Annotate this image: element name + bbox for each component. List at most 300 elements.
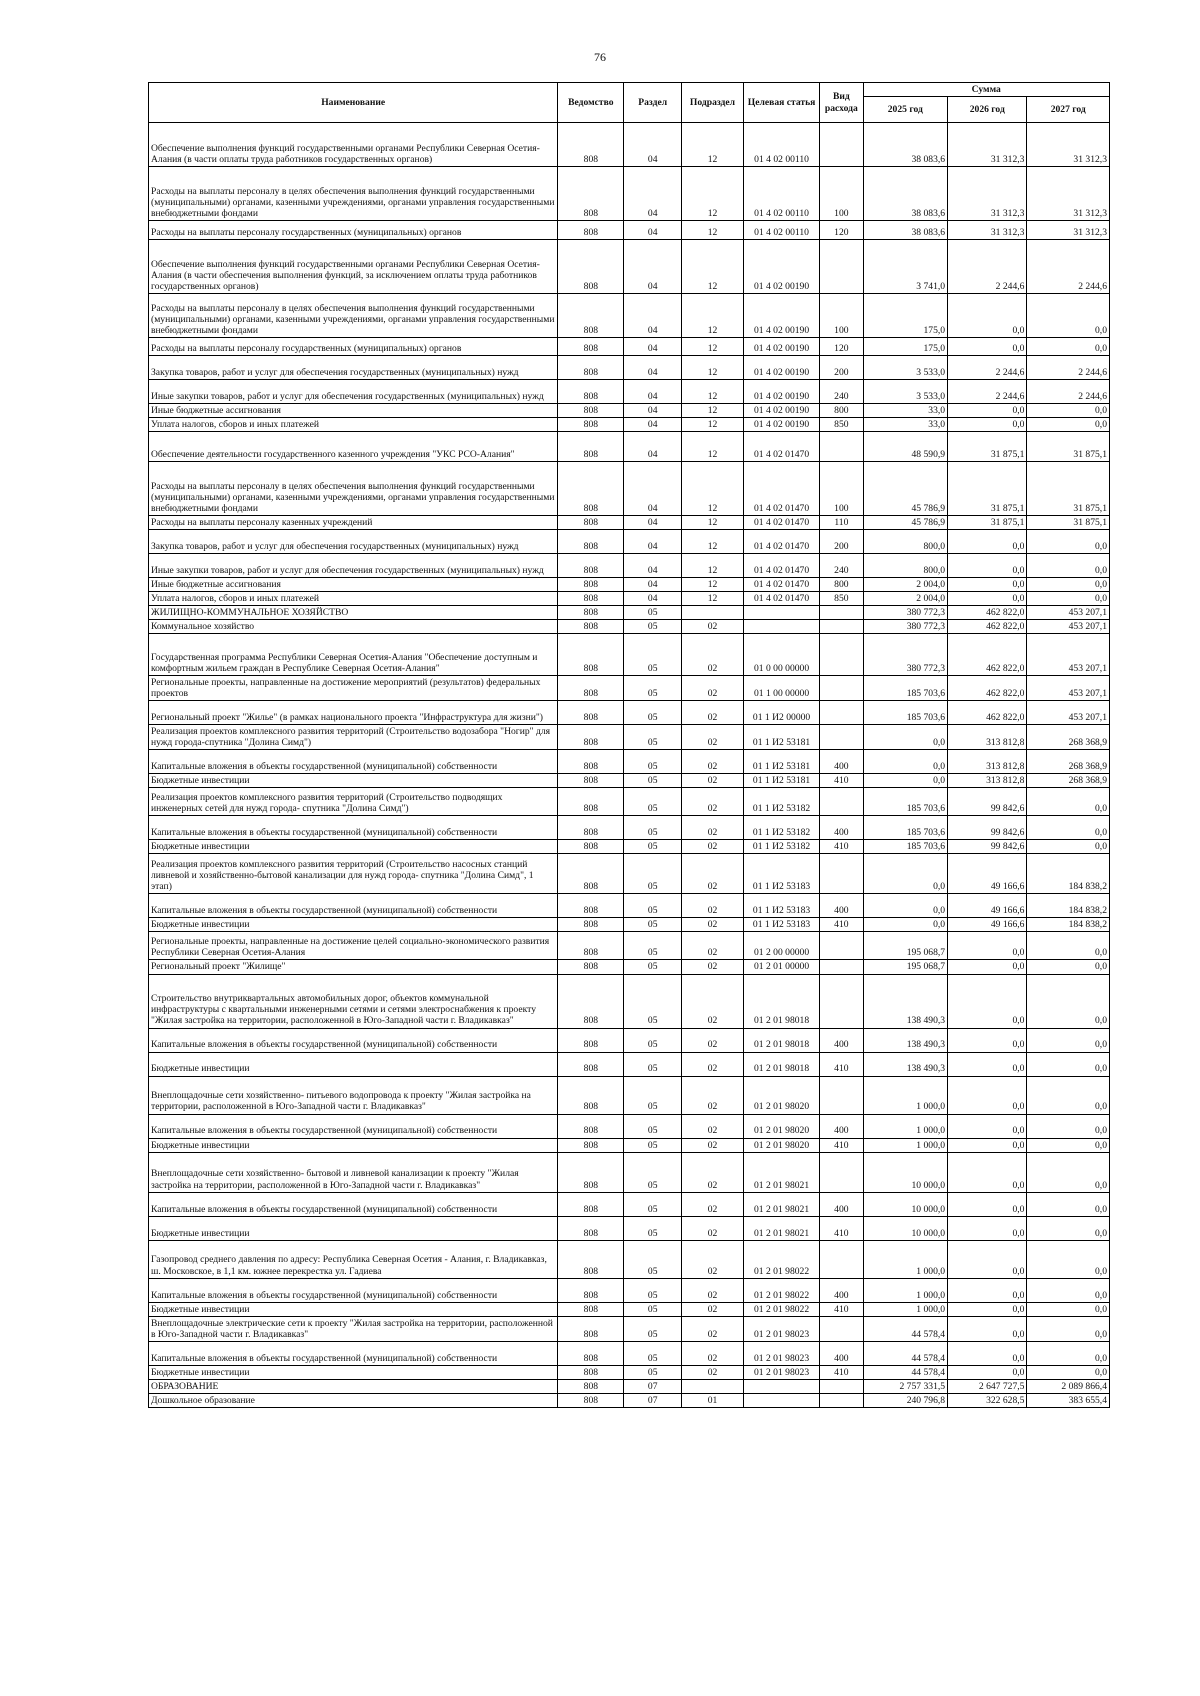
row-ministry: 808 [558, 840, 624, 854]
row-ministry: 808 [558, 356, 624, 380]
row-sum-2027: 453 207,1 [1027, 620, 1110, 634]
row-sum-2025: 10 000,0 [863, 1216, 948, 1240]
row-sum-2026: 31 312,3 [948, 167, 1027, 221]
row-target-article: 01 2 01 98023 [743, 1365, 819, 1379]
row-expense-type: 400 [820, 750, 863, 774]
row-sum-2027: 0,0 [1027, 578, 1110, 592]
row-target-article: 01 2 00 00000 [743, 932, 819, 960]
row-sum-2027: 268 368,9 [1027, 774, 1110, 788]
row-section: 05 [624, 1341, 682, 1365]
table-row [149, 554, 1110, 578]
row-sum-2027: 0,0 [1027, 1192, 1110, 1216]
row-subsection: 12 [682, 123, 744, 167]
row-sum-2027: 184 838,2 [1027, 854, 1110, 894]
row-sum-2027: 31 875,1 [1027, 516, 1110, 530]
table-row [149, 1114, 1110, 1138]
table-row [149, 418, 1110, 432]
row-subsection: 12 [682, 432, 744, 462]
table-row [149, 221, 1110, 240]
row-subsection: 12 [682, 462, 744, 516]
row-name: Региональные проекты, направленные на достижение целей социально-экономического развития Республики Северная Осетия-Алания [149, 932, 558, 960]
budget-table [148, 82, 1110, 1408]
row-ministry: 808 [558, 338, 624, 356]
row-section: 04 [624, 294, 682, 338]
row-subsection: 02 [682, 1052, 744, 1076]
row-subsection [682, 1379, 744, 1393]
row-target-article: 01 2 01 98018 [743, 1028, 819, 1052]
table-row [149, 894, 1110, 918]
row-section: 04 [624, 592, 682, 606]
row-ministry: 808 [558, 725, 624, 750]
row-target-article [743, 1393, 819, 1407]
row-expense-type [820, 788, 863, 816]
row-name: Бюджетные инвестиции [149, 918, 558, 932]
row-subsection: 02 [682, 1302, 744, 1316]
table-row [149, 380, 1110, 404]
row-subsection: 02 [682, 974, 744, 1028]
row-sum-2025: 3 533,0 [863, 356, 948, 380]
row-sum-2027: 0,0 [1027, 1316, 1110, 1341]
row-sum-2027: 2 089 866,4 [1027, 1379, 1110, 1393]
table-row [149, 530, 1110, 554]
row-sum-2025: 185 703,6 [863, 816, 948, 840]
row-sum-2025: 380 772,3 [863, 634, 948, 676]
row-ministry: 808 [558, 816, 624, 840]
row-sum-2026: 462 822,0 [948, 606, 1027, 620]
row-section: 05 [624, 1138, 682, 1152]
row-subsection: 02 [682, 840, 744, 854]
row-expense-type: 400 [820, 1114, 863, 1138]
header-year-2026: 2026 год [948, 97, 1027, 123]
row-section: 04 [624, 516, 682, 530]
row-expense-type [820, 1379, 863, 1393]
row-sum-2027: 268 368,9 [1027, 725, 1110, 750]
row-section: 05 [624, 701, 682, 725]
row-sum-2025: 1 000,0 [863, 1302, 948, 1316]
row-sum-2025: 44 578,4 [863, 1316, 948, 1341]
row-subsection: 12 [682, 221, 744, 240]
row-ministry: 808 [558, 1393, 624, 1407]
table-row [149, 918, 1110, 932]
table-row [149, 432, 1110, 462]
row-subsection: 02 [682, 620, 744, 634]
row-name: Бюджетные инвестиции [149, 774, 558, 788]
row-subsection: 02 [682, 1316, 744, 1341]
row-ministry: 808 [558, 750, 624, 774]
row-section: 05 [624, 634, 682, 676]
row-sum-2025: 138 490,3 [863, 1052, 948, 1076]
row-target-article: 01 2 01 98021 [743, 1192, 819, 1216]
row-name: Бюджетные инвестиции [149, 840, 558, 854]
row-subsection: 12 [682, 167, 744, 221]
row-expense-type: 850 [820, 418, 863, 432]
row-expense-type [820, 701, 863, 725]
row-expense-type [820, 725, 863, 750]
row-section: 04 [624, 356, 682, 380]
row-section: 05 [624, 894, 682, 918]
row-subsection: 02 [682, 1076, 744, 1114]
row-target-article: 01 4 02 00190 [743, 240, 819, 294]
row-sum-2027: 0,0 [1027, 1028, 1110, 1052]
row-sum-2026: 0,0 [948, 1052, 1027, 1076]
row-expense-type: 400 [820, 1278, 863, 1302]
row-sum-2025: 2 004,0 [863, 578, 948, 592]
row-ministry: 808 [558, 788, 624, 816]
row-sum-2025: 33,0 [863, 404, 948, 418]
row-expense-type [820, 960, 863, 974]
row-sum-2026: 0,0 [948, 554, 1027, 578]
row-sum-2027: 453 207,1 [1027, 676, 1110, 701]
row-expense-type: 800 [820, 404, 863, 418]
row-subsection: 12 [682, 404, 744, 418]
row-sum-2027: 0,0 [1027, 1216, 1110, 1240]
row-expense-type: 120 [820, 221, 863, 240]
row-section: 07 [624, 1393, 682, 1407]
row-subsection: 12 [682, 554, 744, 578]
row-sum-2025: 45 786,9 [863, 516, 948, 530]
row-sum-2027: 31 312,3 [1027, 167, 1110, 221]
row-section: 05 [624, 840, 682, 854]
row-expense-type [820, 676, 863, 701]
row-sum-2027: 0,0 [1027, 294, 1110, 338]
row-sum-2027: 0,0 [1027, 1240, 1110, 1278]
table-row [149, 1240, 1110, 1278]
row-expense-type: 410 [820, 918, 863, 932]
row-sum-2027: 0,0 [1027, 960, 1110, 974]
row-subsection: 12 [682, 338, 744, 356]
row-sum-2027: 31 875,1 [1027, 432, 1110, 462]
row-expense-type [820, 634, 863, 676]
row-sum-2026: 49 166,6 [948, 854, 1027, 894]
row-name: ОБРАЗОВАНИЕ [149, 1379, 558, 1393]
row-ministry: 808 [558, 592, 624, 606]
row-subsection: 02 [682, 1216, 744, 1240]
row-ministry: 808 [558, 1192, 624, 1216]
row-sum-2026: 0,0 [948, 1316, 1027, 1341]
row-name: Закупка товаров, работ и услуг для обеспечения государственных (муниципальных) нужд [149, 530, 558, 554]
row-name: Капитальные вложения в объекты государственной (муниципальной) собственности [149, 1278, 558, 1302]
row-name: Бюджетные инвестиции [149, 1302, 558, 1316]
row-subsection: 02 [682, 816, 744, 840]
row-sum-2027: 0,0 [1027, 1302, 1110, 1316]
row-sum-2025: 45 786,9 [863, 462, 948, 516]
table-row [149, 634, 1110, 676]
row-sum-2027: 383 655,4 [1027, 1393, 1110, 1407]
row-subsection: 02 [682, 774, 744, 788]
row-expense-type [820, 974, 863, 1028]
row-section: 07 [624, 1379, 682, 1393]
table-row [149, 816, 1110, 840]
row-ministry: 808 [558, 1138, 624, 1152]
row-section: 04 [624, 462, 682, 516]
table-row [149, 750, 1110, 774]
row-section: 04 [624, 578, 682, 592]
row-sum-2027: 31 875,1 [1027, 462, 1110, 516]
row-sum-2025: 2 757 331,5 [863, 1379, 948, 1393]
row-sum-2027: 0,0 [1027, 530, 1110, 554]
row-sum-2026: 462 822,0 [948, 634, 1027, 676]
table-row [149, 356, 1110, 380]
row-sum-2027: 453 207,1 [1027, 606, 1110, 620]
row-sum-2026: 0,0 [948, 578, 1027, 592]
row-sum-2027: 0,0 [1027, 788, 1110, 816]
row-section: 05 [624, 1302, 682, 1316]
row-sum-2025: 3 741,0 [863, 240, 948, 294]
row-sum-2025: 175,0 [863, 294, 948, 338]
row-name: Обеспечение выполнения функций государственными органами Республики Северная Осетия-Алания (в части обеспечения выполнения функций, за исключением оплаты труда работников государственных органов) [149, 240, 558, 294]
row-sum-2026: 99 842,6 [948, 788, 1027, 816]
row-name: Расходы на выплаты персоналу государственных (муниципальных) органов [149, 338, 558, 356]
row-target-article: 01 1 00 00000 [743, 676, 819, 701]
row-sum-2026: 0,0 [948, 338, 1027, 356]
row-name: Иные закупки товаров, работ и услуг для обеспечения государственных (муниципальных) нужд [149, 380, 558, 404]
row-target-article: 01 2 01 98020 [743, 1138, 819, 1152]
row-name: Коммунальное хозяйство [149, 620, 558, 634]
row-target-article: 01 2 01 98022 [743, 1278, 819, 1302]
row-target-article [743, 606, 819, 620]
row-subsection: 02 [682, 1114, 744, 1138]
row-subsection: 02 [682, 932, 744, 960]
table-row [149, 1052, 1110, 1076]
row-subsection: 02 [682, 725, 744, 750]
row-section: 04 [624, 123, 682, 167]
row-sum-2025: 800,0 [863, 554, 948, 578]
row-sum-2025: 185 703,6 [863, 676, 948, 701]
row-sum-2026: 99 842,6 [948, 816, 1027, 840]
row-sum-2027: 184 838,2 [1027, 918, 1110, 932]
header-name: Наименование [149, 83, 558, 123]
row-sum-2025: 138 490,3 [863, 974, 948, 1028]
row-expense-type: 410 [820, 774, 863, 788]
row-sum-2025: 0,0 [863, 750, 948, 774]
row-target-article: 01 4 02 00190 [743, 418, 819, 432]
row-sum-2027: 453 207,1 [1027, 634, 1110, 676]
row-name: Реализация проектов комплексного развития территорий (Строительство насосных станций ливневой и хозяйственно-бытовой канализации для нужд города- спутника "Долина Симд", 1 этап) [149, 854, 558, 894]
row-name: Капитальные вложения в объекты государственной (муниципальной) собственности [149, 750, 558, 774]
row-sum-2026: 31 312,3 [948, 221, 1027, 240]
row-sum-2025: 138 490,3 [863, 1028, 948, 1052]
row-name: Государственная программа Республики Северная Осетия-Алания "Обеспечение доступным и комфортным жильем граждан в Республике Северная Осетия-Алания" [149, 634, 558, 676]
row-ministry: 808 [558, 1216, 624, 1240]
row-sum-2025: 44 578,4 [863, 1365, 948, 1379]
row-ministry: 808 [558, 240, 624, 294]
row-sum-2026: 31 875,1 [948, 516, 1027, 530]
row-ministry: 808 [558, 1341, 624, 1365]
row-name: Газопровод среднего давления по адресу: Республика Северная Осетия - Алания, г. Владикавказ, ш. Московское, в 1,1 км. южнее перекрестка ул. Гадиева [149, 1240, 558, 1278]
row-expense-type: 400 [820, 1192, 863, 1216]
row-target-article: 01 1 И2 53181 [743, 725, 819, 750]
row-sum-2027: 2 244,6 [1027, 380, 1110, 404]
row-sum-2025: 44 578,4 [863, 1341, 948, 1365]
row-expense-type [820, 1393, 863, 1407]
row-sum-2025: 1 000,0 [863, 1278, 948, 1302]
row-subsection: 02 [682, 854, 744, 894]
row-target-article: 01 4 02 00110 [743, 221, 819, 240]
row-subsection: 12 [682, 356, 744, 380]
row-sum-2027: 31 312,3 [1027, 123, 1110, 167]
row-ministry: 808 [558, 578, 624, 592]
row-sum-2026: 0,0 [948, 404, 1027, 418]
row-sum-2025: 185 703,6 [863, 840, 948, 854]
row-subsection: 02 [682, 788, 744, 816]
row-name: Бюджетные инвестиции [149, 1365, 558, 1379]
row-section: 04 [624, 221, 682, 240]
row-sum-2026: 0,0 [948, 1192, 1027, 1216]
row-target-article: 01 4 02 01470 [743, 578, 819, 592]
row-sum-2027: 0,0 [1027, 1114, 1110, 1138]
table-row [149, 1365, 1110, 1379]
row-subsection: 02 [682, 894, 744, 918]
row-ministry: 808 [558, 554, 624, 578]
row-name: Региональные проекты, направленные на достижение мероприятий (результатов) федеральных проектов [149, 676, 558, 701]
row-section: 04 [624, 404, 682, 418]
row-name: Уплата налогов, сборов и иных платежей [149, 592, 558, 606]
table-row [149, 167, 1110, 221]
row-name: Реализация проектов комплексного развития территорий (Строительство водозабора "Ногир" для нужд города-спутника "Долина Симд") [149, 725, 558, 750]
row-target-article: 01 0 00 00000 [743, 634, 819, 676]
row-section: 05 [624, 1114, 682, 1138]
row-subsection: 12 [682, 380, 744, 404]
row-subsection: 02 [682, 1365, 744, 1379]
header-expense-type: Вид расхода [820, 83, 863, 123]
row-target-article: 01 4 02 00190 [743, 338, 819, 356]
row-sum-2026: 0,0 [948, 1114, 1027, 1138]
row-expense-type [820, 606, 863, 620]
row-target-article: 01 1 И2 53182 [743, 816, 819, 840]
row-sum-2025: 1 000,0 [863, 1114, 948, 1138]
header-year-2025: 2025 год [863, 97, 948, 123]
row-sum-2025: 0,0 [863, 894, 948, 918]
row-name: Бюджетные инвестиции [149, 1216, 558, 1240]
row-sum-2027: 0,0 [1027, 840, 1110, 854]
table-row [149, 1379, 1110, 1393]
row-ministry: 808 [558, 1316, 624, 1341]
row-ministry: 808 [558, 1152, 624, 1192]
row-expense-type: 100 [820, 294, 863, 338]
row-ministry: 808 [558, 974, 624, 1028]
row-sum-2026: 322 628,5 [948, 1393, 1027, 1407]
row-sum-2025: 0,0 [863, 725, 948, 750]
table-row [149, 1216, 1110, 1240]
row-name: Дошкольное образование [149, 1393, 558, 1407]
row-sum-2027: 184 838,2 [1027, 894, 1110, 918]
row-sum-2027: 453 207,1 [1027, 701, 1110, 725]
row-ministry: 808 [558, 932, 624, 960]
row-section: 05 [624, 1076, 682, 1114]
row-subsection: 02 [682, 634, 744, 676]
row-sum-2025: 0,0 [863, 918, 948, 932]
row-ministry: 808 [558, 918, 624, 932]
row-expense-type: 400 [820, 894, 863, 918]
row-expense-type [820, 240, 863, 294]
table-row [149, 1316, 1110, 1341]
row-sum-2026: 2 244,6 [948, 356, 1027, 380]
row-sum-2026: 0,0 [948, 294, 1027, 338]
row-section: 05 [624, 918, 682, 932]
row-sum-2027: 31 312,3 [1027, 221, 1110, 240]
table-row [149, 620, 1110, 634]
row-target-article [743, 1379, 819, 1393]
row-sum-2026: 0,0 [948, 1278, 1027, 1302]
row-expense-type [820, 1152, 863, 1192]
table-row [149, 1138, 1110, 1152]
row-expense-type: 100 [820, 167, 863, 221]
row-section: 04 [624, 432, 682, 462]
row-sum-2025: 2 004,0 [863, 592, 948, 606]
row-sum-2025: 38 083,6 [863, 167, 948, 221]
row-sum-2026: 313 812,8 [948, 725, 1027, 750]
table-row [149, 1152, 1110, 1192]
row-sum-2025: 175,0 [863, 338, 948, 356]
row-target-article: 01 4 02 00110 [743, 167, 819, 221]
row-sum-2026: 0,0 [948, 530, 1027, 554]
row-section: 05 [624, 788, 682, 816]
row-target-article: 01 4 02 00190 [743, 356, 819, 380]
row-name: Капитальные вложения в объекты государственной (муниципальной) собственности [149, 1028, 558, 1052]
row-sum-2025: 1 000,0 [863, 1138, 948, 1152]
row-ministry: 808 [558, 960, 624, 974]
row-name: Капитальные вложения в объекты государственной (муниципальной) собственности [149, 1192, 558, 1216]
row-subsection: 02 [682, 1138, 744, 1152]
row-expense-type: 410 [820, 840, 863, 854]
row-sum-2026: 0,0 [948, 592, 1027, 606]
table-row [149, 701, 1110, 725]
row-ministry: 808 [558, 1028, 624, 1052]
row-expense-type: 120 [820, 338, 863, 356]
row-name: Расходы на выплаты персоналу казенных учреждений [149, 516, 558, 530]
row-name: Капитальные вложения в объекты государственной (муниципальной) собственности [149, 1341, 558, 1365]
row-sum-2027: 2 244,6 [1027, 240, 1110, 294]
row-ministry: 808 [558, 380, 624, 404]
table-body [149, 123, 1110, 1408]
row-ministry: 808 [558, 1302, 624, 1316]
row-name: Региональный проект "Жилище" [149, 960, 558, 974]
row-target-article: 01 1 И2 53183 [743, 894, 819, 918]
row-section: 05 [624, 750, 682, 774]
table-row [149, 1192, 1110, 1216]
table-row [149, 1028, 1110, 1052]
row-name: Расходы на выплаты персоналу в целях обеспечения выполнения функций государственными (муниципальными) органами, казенными учреждениями, органами управления государственными внебюджетными фондами [149, 294, 558, 338]
row-sum-2026: 49 166,6 [948, 918, 1027, 932]
row-sum-2026: 0,0 [948, 974, 1027, 1028]
header-target-article: Целевая статья [743, 83, 819, 123]
row-subsection: 02 [682, 1240, 744, 1278]
row-sum-2026: 0,0 [948, 1341, 1027, 1365]
row-subsection: 02 [682, 750, 744, 774]
row-target-article: 01 2 01 00000 [743, 960, 819, 974]
header-subsection: Подраздел [682, 83, 744, 123]
row-ministry: 808 [558, 701, 624, 725]
row-section: 05 [624, 1152, 682, 1192]
row-section: 05 [624, 1278, 682, 1302]
row-section: 04 [624, 380, 682, 404]
row-ministry: 808 [558, 167, 624, 221]
row-expense-type: 240 [820, 380, 863, 404]
row-subsection: 12 [682, 578, 744, 592]
row-sum-2025: 185 703,6 [863, 701, 948, 725]
row-sum-2026: 0,0 [948, 1216, 1027, 1240]
row-sum-2026: 0,0 [948, 1028, 1027, 1052]
row-name: ЖИЛИЩНО-КОММУНАЛЬНОЕ ХОЗЯЙСТВО [149, 606, 558, 620]
row-sum-2026: 0,0 [948, 1240, 1027, 1278]
row-sum-2026: 0,0 [948, 1138, 1027, 1152]
table-row [149, 123, 1110, 167]
row-sum-2026: 462 822,0 [948, 701, 1027, 725]
row-expense-type: 410 [820, 1052, 863, 1076]
row-target-article: 01 4 02 01470 [743, 432, 819, 462]
row-sum-2026: 0,0 [948, 1152, 1027, 1192]
row-sum-2026: 2 244,6 [948, 380, 1027, 404]
